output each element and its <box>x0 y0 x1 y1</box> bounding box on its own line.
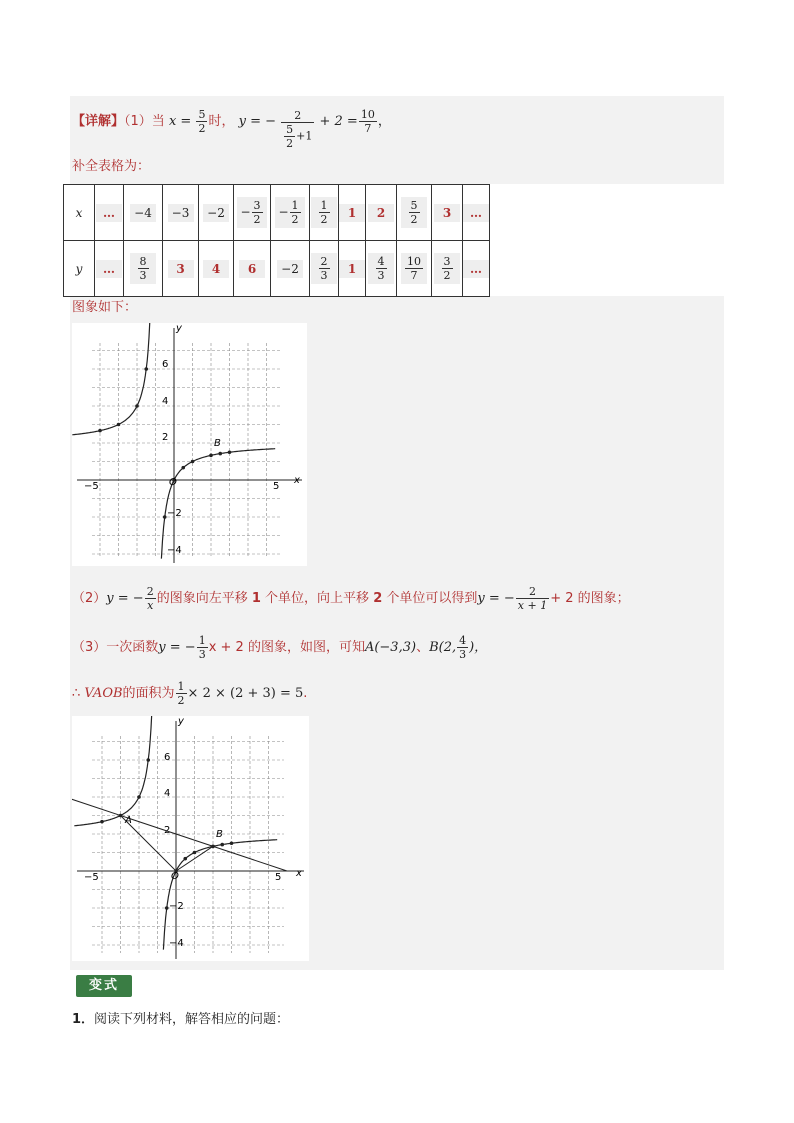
tick-x-5-2: 5 <box>275 872 282 883</box>
result-num: 10 <box>360 108 375 121</box>
part2-shift-left: 1 <box>251 591 261 606</box>
y-cell-1: $\frac{8}{3}$ <box>130 253 156 284</box>
origin-label-2: O <box>171 871 179 882</box>
plot-point <box>119 814 123 818</box>
table-row-y <box>64 241 490 297</box>
table-row-x <box>64 185 490 241</box>
tick-y-neg2: −2 <box>167 508 182 519</box>
area-prefix: ∴ <box>72 686 81 701</box>
graph-1-svg <box>72 323 307 566</box>
x-cell-4: − $\frac{3}{2}$ <box>237 197 266 228</box>
y-cell-8: $\frac{4}{3}$ <box>368 253 394 284</box>
plot-point <box>211 845 215 849</box>
part2-text-d: + 2 的图象； <box>550 591 630 606</box>
point-a-coords: A(−3,3) <box>364 640 417 655</box>
x-cell-10: 3 <box>434 204 460 222</box>
cell <box>199 185 234 241</box>
tick-y-neg4-2: −4 <box>169 938 184 949</box>
detail-tail: ， <box>377 114 391 129</box>
plot-point <box>230 841 234 845</box>
y-cell-7: 1 <box>339 260 365 278</box>
question-number: 1． <box>72 1012 95 1027</box>
y-den-den: 2 <box>286 136 294 150</box>
part2-den2: x + 1 <box>517 599 548 612</box>
plot-point <box>220 843 224 847</box>
point-b-frac <box>457 634 468 661</box>
cell <box>95 241 124 297</box>
graph-2 <box>72 716 309 961</box>
area-frac <box>176 680 187 707</box>
part3-text-a: x + 2 的图象，如图，可知 <box>208 640 365 655</box>
part2-frac2 <box>516 585 549 612</box>
cell <box>339 185 366 241</box>
part3-den: 3 <box>198 648 206 661</box>
detail-line <box>72 108 391 150</box>
point-a-label: A <box>125 815 132 826</box>
plot-point <box>163 515 167 519</box>
part3-y-eq: y = − <box>158 640 196 655</box>
plot-point <box>146 758 150 762</box>
point-b-label-2: B <box>216 829 223 840</box>
plot-point <box>218 452 222 456</box>
x-label: x <box>75 205 83 220</box>
part1-prefix: （1）当 <box>124 114 165 129</box>
point-b-coords-post: )， <box>469 640 488 655</box>
part3-sep: 、 <box>416 640 430 655</box>
plot-point <box>165 906 169 910</box>
tick-y-2: 2 <box>162 432 169 443</box>
area-num: 1 <box>177 680 185 693</box>
x-cell-11: … <box>463 204 489 222</box>
cell <box>199 241 234 297</box>
cell <box>397 241 432 297</box>
cell <box>397 185 432 241</box>
x-cell-8: 2 <box>368 204 394 222</box>
tick-y-neg2-2: −2 <box>169 901 184 912</box>
y-den-num: 5 <box>286 122 294 136</box>
tick-x-neg5: −5 <box>84 481 99 492</box>
y-cell-0: … <box>96 260 122 278</box>
tick-y-4: 4 <box>162 396 169 407</box>
part2-text-a: 的图象向左平移 <box>156 591 248 606</box>
triangle-aob <box>121 816 214 872</box>
point-b-coords-pre: B(2, <box>429 640 457 655</box>
area-end: . <box>303 686 308 701</box>
tick-y-4-2: 4 <box>164 788 171 799</box>
x-cell-2: −3 <box>168 204 194 222</box>
cell <box>463 241 490 297</box>
y-expr-a: y = − <box>238 114 276 129</box>
x-cell-3: −2 <box>203 204 229 222</box>
question-text: 阅读下列材料，解答相应的问题： <box>94 1012 290 1027</box>
area-text-a: 的面积为 <box>122 686 175 701</box>
cell <box>124 185 163 241</box>
part3-frac <box>197 634 208 661</box>
y-cell-10: $\frac{3}{2}$ <box>434 253 460 284</box>
part3-line <box>72 634 487 661</box>
cell <box>271 241 310 297</box>
plot-point <box>228 450 232 454</box>
area-line <box>72 680 307 707</box>
cell <box>366 185 397 241</box>
cell <box>124 241 163 297</box>
x-cell-5: − $\frac{1}{2}$ <box>275 197 304 228</box>
plot-point <box>135 404 139 408</box>
part3-num: 1 <box>198 634 206 647</box>
graph-2-svg <box>72 716 309 961</box>
y-label: y <box>75 261 83 276</box>
y-axis-label-2: y <box>178 716 184 727</box>
y-cell-4: 6 <box>239 260 265 278</box>
b-num: 4 <box>459 634 467 647</box>
cell <box>163 185 199 241</box>
x-equals: x = <box>168 114 196 129</box>
plot-point <box>144 367 148 371</box>
detail-tag: 【详解】 <box>72 114 125 129</box>
cell <box>463 185 490 241</box>
area-triangle: VAOB <box>84 686 123 701</box>
cell <box>310 241 339 297</box>
variant-badge: 变式 <box>76 975 132 997</box>
plot-point <box>183 857 187 861</box>
plot-point <box>181 466 185 470</box>
tick-x-neg5-2: −5 <box>84 872 99 883</box>
y-cell-5: −2 <box>277 260 303 278</box>
b-den: 3 <box>459 648 467 661</box>
y-cell-6: $\frac{2}{3}$ <box>311 253 337 284</box>
result-den: 7 <box>364 122 372 135</box>
area-den: 2 <box>177 694 185 707</box>
y-frac-den <box>281 123 314 150</box>
part2-y-eq: y = − <box>106 591 144 606</box>
cell <box>271 185 310 241</box>
y-frac-den-inner <box>284 123 295 150</box>
y-expr-b: + 2 = <box>319 114 358 129</box>
plot-point <box>191 460 195 464</box>
value-table <box>63 184 490 297</box>
cell <box>339 241 366 297</box>
part2-shift-up: 2 <box>373 591 383 606</box>
curve-left-branch <box>72 323 150 435</box>
origin-label: O <box>169 477 177 488</box>
plot-point <box>137 795 141 799</box>
tick-x-5: 5 <box>273 481 280 492</box>
y-cell-9: $\frac{10}{7}$ <box>401 253 427 284</box>
question-line <box>72 1010 289 1030</box>
curve-right-branch-2 <box>163 840 277 950</box>
part2-text-b: 个单位，向上平移 <box>265 591 370 606</box>
y-cell-2: 3 <box>168 260 194 278</box>
part2-line <box>72 585 630 612</box>
cell <box>366 241 397 297</box>
cell <box>95 185 124 241</box>
tick-y-6: 6 <box>162 359 169 370</box>
x-cell-6: $\frac{1}{2}$ <box>311 197 337 228</box>
graph-1 <box>72 323 307 566</box>
x-fraction <box>196 108 207 135</box>
table-intro: 补全表格为： <box>72 159 151 174</box>
part2-text-c: 个单位可以得到 <box>386 591 478 606</box>
plot-point <box>98 429 102 433</box>
cell <box>432 241 463 297</box>
plot-point <box>209 454 213 458</box>
point-b-label: B <box>214 438 221 449</box>
x-axis-label-2: x <box>296 868 302 879</box>
y-axis-label: y <box>176 323 182 334</box>
y-cell-11: … <box>463 260 489 278</box>
cell <box>310 185 339 241</box>
area-expr: × 2 × (2 + 3) = 5 <box>187 686 304 701</box>
row-x-label <box>64 185 95 241</box>
part2-den: x <box>147 599 154 612</box>
tick-y-2-2: 2 <box>164 825 171 836</box>
part2-frac <box>145 585 156 612</box>
row-y-label <box>64 241 95 297</box>
cell <box>234 241 271 297</box>
x-cell-0: … <box>96 204 122 222</box>
tick-y-6-2: 6 <box>164 752 171 763</box>
part3-prefix: （3）一次函数 <box>72 640 159 655</box>
x-cell-1: −4 <box>130 204 156 222</box>
plot-point <box>100 820 104 824</box>
tick-y-neg4: −4 <box>167 545 182 556</box>
x-cell-7: 1 <box>339 204 365 222</box>
y-den-plus: +1 <box>296 129 313 142</box>
x-axis-label: x <box>294 475 300 486</box>
x-frac-den: 2 <box>198 122 206 135</box>
y-frac-num: 2 <box>281 109 314 123</box>
x-frac-num: 5 <box>198 108 206 121</box>
curve-left-branch-2 <box>74 716 152 826</box>
cell <box>432 185 463 241</box>
part2-num2: 2 <box>516 585 549 599</box>
x-cell-9: $\frac{5}{2}$ <box>401 197 427 228</box>
y-cell-3: 4 <box>203 260 229 278</box>
graph-2-grid <box>92 736 284 953</box>
part2-prefix: （2） <box>72 591 107 606</box>
when-text: 时， <box>208 114 235 129</box>
curve-right-branch <box>161 449 275 559</box>
cell <box>234 185 271 241</box>
graph-intro: 图象如下： <box>72 300 138 315</box>
part2-num: 2 <box>146 585 154 598</box>
plot-point <box>117 423 121 427</box>
y-fraction <box>281 109 314 150</box>
result-fraction <box>359 108 377 135</box>
plot-point <box>193 851 197 855</box>
part2-y-eq2: y = − <box>477 591 515 606</box>
cell <box>163 241 199 297</box>
